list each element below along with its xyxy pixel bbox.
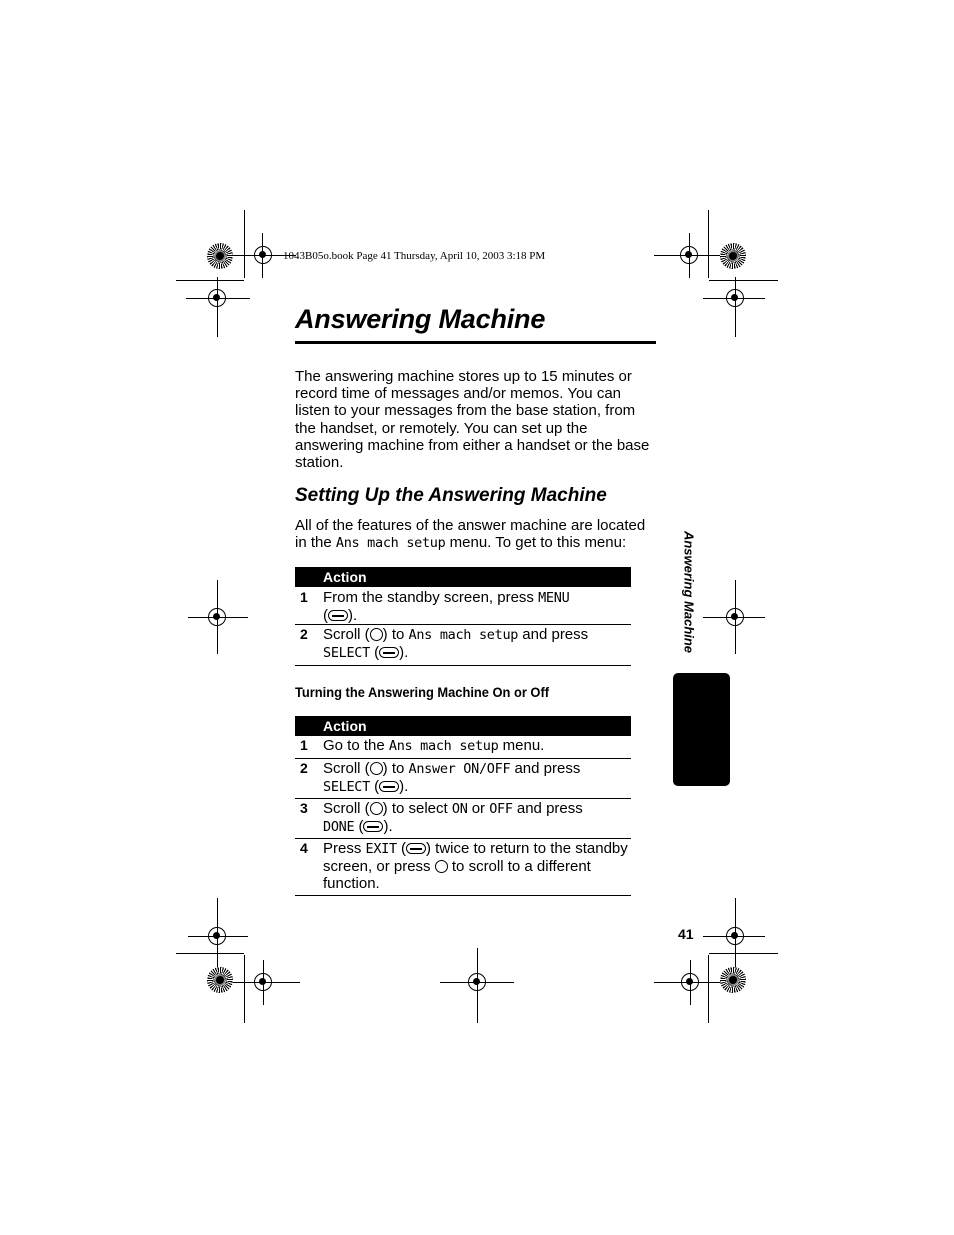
- registration-mark-icon: [254, 246, 272, 264]
- registration-mark-icon: [681, 973, 699, 991]
- soft-key-icon: [379, 647, 399, 658]
- registration-mark-icon: [208, 927, 226, 945]
- starburst-target-icon: [207, 967, 233, 993]
- registration-mark-icon: [726, 927, 744, 945]
- table-row: 1 From the standby screen, press MENU ( ).: [295, 587, 631, 625]
- action-table-on-off: [295, 716, 631, 896]
- registration-mark-icon: [726, 608, 744, 626]
- registration-mark-icon: [208, 608, 226, 626]
- table-row: 1 Go to the Ans mach setup menu.: [295, 736, 631, 759]
- nav-scroll-icon: [435, 860, 448, 873]
- page-number: 41: [678, 926, 694, 942]
- table-header: Action: [295, 567, 631, 587]
- table-row: 2 Scroll ( ) to Ans mach setup and press SELECT ( ).: [295, 625, 631, 666]
- starburst-target-icon: [720, 243, 746, 269]
- subheading: Turning the Answering Machine On or Off: [295, 684, 550, 700]
- soft-key-icon: [363, 821, 383, 832]
- nav-scroll-icon: [370, 802, 383, 815]
- table-header: Action: [295, 716, 631, 736]
- nav-scroll-icon: [370, 628, 383, 641]
- page-title: Answering Machine: [295, 304, 546, 334]
- action-table-setup: [295, 567, 631, 666]
- title-rule: [295, 341, 656, 344]
- soft-key-icon: [379, 781, 399, 792]
- section-tab: [673, 673, 730, 786]
- registration-mark-icon: [680, 246, 698, 264]
- registration-mark-icon: [254, 973, 272, 991]
- starburst-target-icon: [720, 967, 746, 993]
- table-row: 4 Press EXIT ( ) twice to return to the standby screen, or press to scroll to a different function.: [295, 839, 631, 896]
- registration-mark-icon: [468, 973, 486, 991]
- lcd-text: Ans mach setup: [335, 535, 446, 552]
- registration-mark-icon: [208, 289, 226, 307]
- book-header: 1043B05o.book Page 41 Thursday, April 10, 2003 3:18 PM: [283, 250, 546, 262]
- registration-mark-icon: [726, 289, 744, 307]
- section-intro: All of the features of the answer machine are located in the Ans mach setup menu. To get to this menu:: [295, 517, 646, 552]
- table-row: 2 Scroll ( ) to Answer ON/OFF and press SELECT ( ).: [295, 759, 631, 799]
- soft-key-icon: [328, 610, 348, 621]
- table-row: 3 Scroll ( ) to select ON or OFF and press DONE ( ).: [295, 799, 631, 839]
- section-heading: Setting Up the Answering Machine: [295, 485, 607, 506]
- starburst-target-icon: [207, 243, 233, 269]
- intro-paragraph: The answering machine stores up to 15 minutes or record time of messages and/or memos. You can listen to your messages from the base station, from the handset, or remotely. You can set up the answering machine from either a handset or the base station.: [295, 368, 650, 472]
- side-section-label: Answering Machine: [681, 530, 697, 654]
- nav-scroll-icon: [370, 762, 383, 775]
- soft-key-icon: [406, 843, 426, 854]
